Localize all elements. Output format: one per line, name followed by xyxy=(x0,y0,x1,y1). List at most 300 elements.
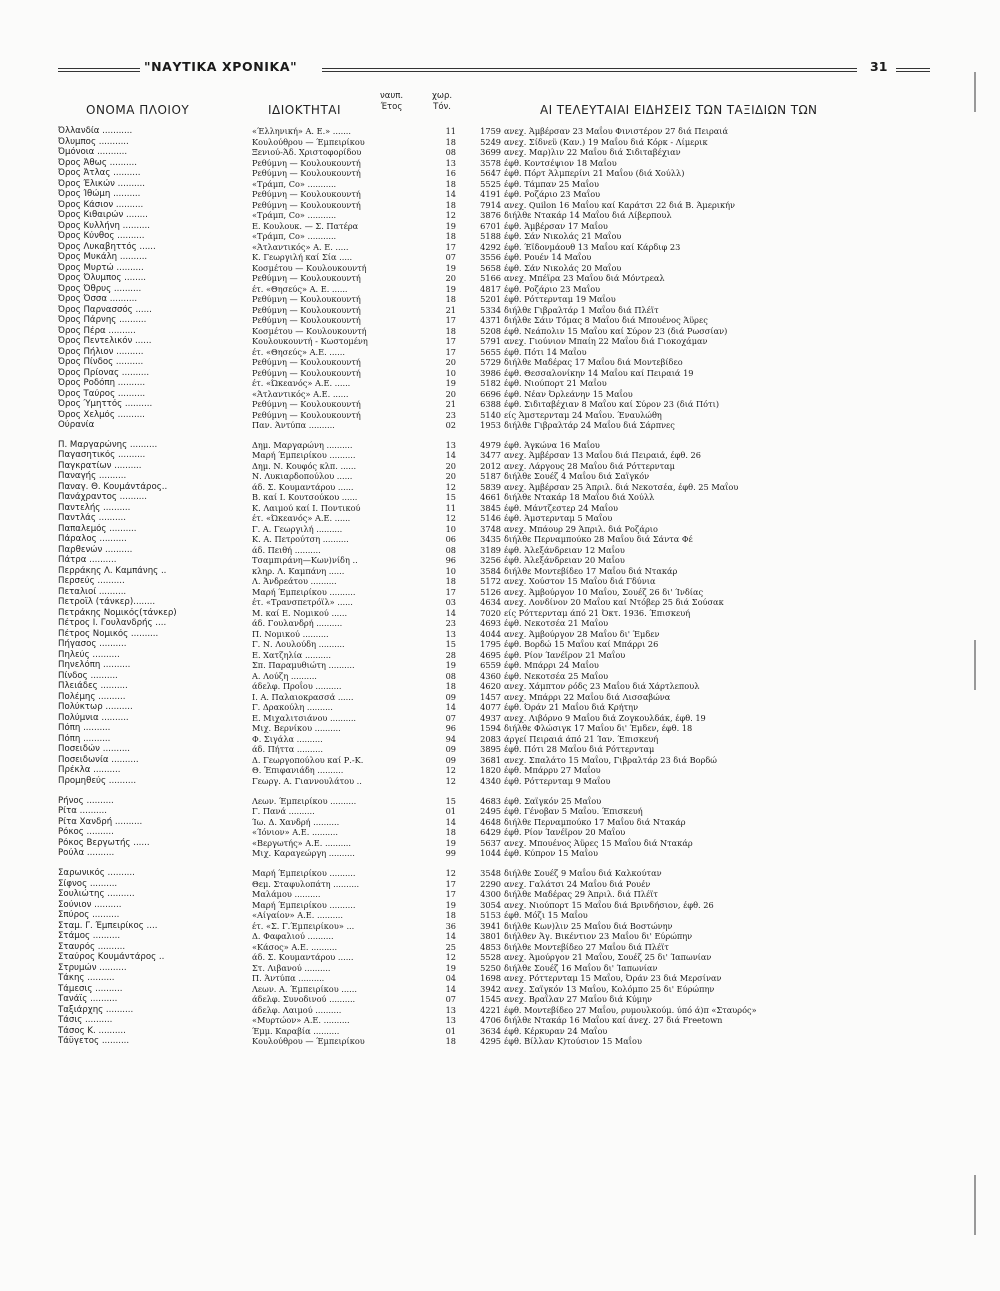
header-rule-middle xyxy=(322,68,857,72)
ship-name: Παγκρατίων .......... xyxy=(58,460,142,471)
ship-name: Ρούλα .......... xyxy=(58,848,115,859)
ship-owner: Δ. Γεωργοπούλου καί Ρ.-Κ. xyxy=(252,754,364,765)
ship-row xyxy=(58,618,968,629)
tonnage: 3435 xyxy=(480,534,501,545)
ship-row xyxy=(58,555,968,566)
ship-owner: «Τράμπ, Co» ........... xyxy=(252,231,337,241)
ship-owner: άδελφ. Λαιμού .......... xyxy=(252,1004,342,1015)
tonnage: 3941 xyxy=(480,920,501,931)
ship-row xyxy=(58,765,968,776)
ship-row xyxy=(58,1036,968,1047)
ship-name: Ποσειδών .......... xyxy=(58,744,131,755)
tonnage: 5187 xyxy=(480,471,501,482)
tonnage: 4683 xyxy=(480,795,501,806)
voyage-news: ανεχ. Άμβούργον 10 Μαΐου, Σουέζ 26 δι' Ίνδίας xyxy=(504,586,704,597)
build-year: 12 xyxy=(445,952,456,963)
ship-row xyxy=(58,305,968,316)
ship-row xyxy=(58,200,968,211)
build-year: 04 xyxy=(445,973,456,984)
build-year: 20 xyxy=(445,460,456,471)
voyage-news: έφθ. Νεκοτσέα 25 Μαΐου xyxy=(504,670,609,681)
ship-owner: έτ. «Θησεύς» Α.Ε. ...... xyxy=(252,346,345,357)
ship-row xyxy=(58,889,968,900)
ship-group xyxy=(58,868,968,1047)
ship-row xyxy=(58,921,968,932)
ship-name: Όρος Όλυμπος ........ xyxy=(58,273,147,283)
ship-row xyxy=(58,126,968,137)
build-year: 07 xyxy=(445,994,456,1005)
build-year: 19 xyxy=(445,262,456,273)
build-year: 10 xyxy=(445,565,456,576)
ship-name: Τάσις .......... xyxy=(58,1015,113,1026)
tonnage: 4706 xyxy=(480,1015,501,1026)
build-year: 08 xyxy=(445,544,456,555)
build-year: 06 xyxy=(445,534,456,545)
tonnage: 5647 xyxy=(480,168,501,178)
voyage-news: διήλθε Ντακάρ 16 Μαΐου καί άνεχ. 27 διά Freetown xyxy=(504,1015,723,1026)
build-year: 18 xyxy=(445,910,456,921)
build-year: 23 xyxy=(445,618,456,629)
tonnage: 4340 xyxy=(480,775,501,786)
ship-name: Ταξιάρχης .......... xyxy=(58,1004,134,1015)
ship-row xyxy=(58,482,968,493)
build-year: 18 xyxy=(445,1036,456,1047)
ship-owner: άδελφ. Προΐου .......... xyxy=(252,681,342,692)
build-year: 10 xyxy=(445,523,456,534)
voyage-news: έφθ. Όράν 21 Μαΐου διά Κρήτην xyxy=(504,702,639,713)
ship-row xyxy=(58,879,968,890)
ship-row xyxy=(58,692,968,703)
ship-owner: Ρεθύμνη — Κουλουκουντή xyxy=(252,357,361,367)
ship-owner: Μαρή Έμπειρίκου .......... xyxy=(252,450,356,461)
ship-name: Σταυρός .......... xyxy=(58,941,126,952)
tonnage: 1759 xyxy=(480,126,501,136)
tonnage: 4937 xyxy=(480,712,501,723)
voyage-news: έφθ. Άλεξάνδρειαν 12 Μαΐου xyxy=(504,544,625,555)
ship-owner: Ρεθύμνη — Κουλουκουντή xyxy=(252,399,361,409)
ship-owner: άδ. Πήττα .......... xyxy=(252,744,323,755)
tonnage: 3748 xyxy=(480,523,501,534)
voyage-news: έφθ. Πότι 14 Μαΐου xyxy=(504,346,587,357)
voyage-news: ανεχ. Βραΐλαν 27 Μαΐου διά Κύμην xyxy=(504,994,653,1005)
ship-owner: Μαρή Έμπειρίκου .......... xyxy=(252,899,356,910)
ship-name: Όρος Κύνθος .......... xyxy=(58,231,145,241)
ship-owner: Ρεθύμνη — Κουλουκουντή xyxy=(252,189,361,199)
build-year: 14 xyxy=(445,931,456,942)
ship-row xyxy=(58,420,968,431)
voyage-news: έφθ. Βίλλαν Κ)τούσιον 15 Μαΐου xyxy=(504,1036,642,1047)
ship-name: Όρος Κάσιον .......... xyxy=(58,199,144,210)
ship-owner: Κοσμέτου — Κουλουκουντή xyxy=(252,262,367,273)
build-year: 21 xyxy=(445,304,456,315)
voyage-news: διήλθε Φλώσιγκ 17 Μαΐου δι' Έμδεν, έφθ. 18 xyxy=(504,723,693,734)
ship-owner: «Άτλαντικός» Α.Ε. ...... xyxy=(252,388,349,399)
voyage-news: ανεχ. Μπουένος Άϋρες 15 Μαΐου διά Ντακάρ xyxy=(504,837,693,848)
ship-owner: Ρεθύμνη — Κουλουκουντή xyxy=(252,199,361,210)
build-year: 13 xyxy=(445,1004,456,1015)
ship-name: Πολύκτωρ .......... xyxy=(58,702,133,713)
tonnage: 5201 xyxy=(480,294,501,304)
ship-owner: «Μυρτώον» Α.Ε. .......... xyxy=(252,1015,350,1026)
tonnage: 4044 xyxy=(480,628,501,639)
voyage-news: έφθ. Σαϊγκόν 25 Μαΐου xyxy=(504,795,602,806)
build-year: 07 xyxy=(445,712,456,723)
ship-name: Περσεύς .......... xyxy=(58,576,125,587)
build-year: 17 xyxy=(445,241,456,252)
ship-name: Όρος Μυκάλη .......... xyxy=(58,252,148,262)
ship-owner: Ρεθύμνη — Κουλουκουντή xyxy=(252,294,361,304)
ship-name: Ποσειδωνία .......... xyxy=(58,754,139,765)
ship-owner: Μαρή Έμπειρίκου .......... xyxy=(252,868,356,879)
ship-row xyxy=(58,660,968,671)
ship-name: Παπαλεμός .......... xyxy=(58,523,137,534)
build-year: 17 xyxy=(445,336,456,346)
voyage-news: διήλθε Γιβραλτάρ 24 Μαΐου διά Σάρπνες xyxy=(504,420,675,430)
tonnage: 5637 xyxy=(480,837,501,848)
tonnage: 1545 xyxy=(480,994,501,1005)
ship-name: Τάϋγετος .......... xyxy=(58,1036,130,1047)
ship-ledger xyxy=(58,126,968,1047)
ship-row xyxy=(58,252,968,263)
tonnage: 2012 xyxy=(480,460,501,471)
tonnage: 4979 xyxy=(480,439,501,450)
ship-row xyxy=(58,410,968,421)
column-header-build-year-top: ναυπ. xyxy=(380,91,404,101)
ship-name: Όρος Όσσα .......... xyxy=(58,294,138,304)
voyage-news: διήλθεν Άγ. Βικέντιον 23 Μαΐου δι' Εύρώπην xyxy=(504,931,693,942)
build-year: 14 xyxy=(445,607,456,618)
ship-owner: Δ. Φαφαλιού .......... xyxy=(252,931,334,942)
voyage-news: έφθ. Πόρτ Άλμπερίνι 21 Μαΐου (διά Χούλλ) xyxy=(504,168,685,178)
ship-name: Στάμος .......... xyxy=(58,931,121,942)
column-header-tonnage xyxy=(432,91,452,113)
ship-owner: Ρεθύμνη — Κουλουκουντή xyxy=(252,168,361,178)
ship-row xyxy=(58,608,968,619)
ship-row xyxy=(58,242,968,253)
voyage-news: έφθ. Βορδώ 15 Μαΐου καί Μπάρρι 26 xyxy=(504,639,659,650)
build-year: 02 xyxy=(445,420,456,430)
ship-row xyxy=(58,755,968,766)
ship-row xyxy=(58,868,968,879)
ship-name: Παγασητικός .......... xyxy=(58,450,146,461)
ship-row xyxy=(58,284,968,295)
ship-name: Όρος Έλικών .......... xyxy=(58,178,145,189)
ship-name: Όρος Ροδόπη .......... xyxy=(58,378,146,388)
voyage-news: διήλθε Σουέζ 16 Μαΐου δι' Ίαπωνίαν xyxy=(504,962,658,973)
build-year: 23 xyxy=(445,409,456,420)
voyage-news: έφθ. Κέρκυραν 24 Μαΐου xyxy=(504,1025,608,1036)
ship-name: Παντελής .......... xyxy=(58,502,131,513)
ship-row xyxy=(58,817,968,828)
tonnage: 6696 xyxy=(480,388,501,399)
column-header-build-year xyxy=(380,91,403,113)
ship-owner: Λεων. Α. Έμπειρίκου ...... xyxy=(252,983,357,994)
tonnage: 5249 xyxy=(480,136,501,147)
tonnage: 3986 xyxy=(480,367,501,378)
ship-name: Όρος Ταύρος .......... xyxy=(58,388,146,399)
build-year: 14 xyxy=(445,189,456,199)
ship-row xyxy=(58,368,968,379)
voyage-news: ανεχ. Σίδνεϋ (Καν.) 19 Μαΐου διά Κόρκ - Λίμερικ xyxy=(504,136,708,147)
build-year: 16 xyxy=(445,168,456,178)
voyage-news: είς Ρόττερνταμ άπό 21 Όκτ. 1936. Έπισκευή xyxy=(504,607,691,618)
voyage-news: ανεχ. Άμβούργον 28 Μαΐου δι' Έμδεν xyxy=(504,628,660,639)
column-header-voyage-news: ΑΙ ΤΕΛΕΥΤΑΙΑΙ ΕΙΔΗΣΕΙΣ ΤΩΝ ΤΑΞΙΔΙΩΝ ΤΩΝ xyxy=(540,103,818,117)
tonnage: 5166 xyxy=(480,273,501,283)
voyage-news: ανεχ. Άμβέρσαν 25 Άπριλ. διά Νεκοτσέα, έφθ. 25 Μαΐου xyxy=(504,481,739,492)
voyage-news: ανεχ. Άμβέρσαν 23 Μαΐου Φινιστέρον 27 διά Πειραιά xyxy=(504,126,729,136)
ship-row xyxy=(58,973,968,984)
build-year: 08 xyxy=(445,670,456,681)
voyage-news: ανεχ. Χάμπτον ρόδς 23 Μαΐου διά Χάρτλεπουλ xyxy=(504,681,700,692)
voyage-news: ανεχ. Λιβόρνο 9 Μαΐου διά Ζογκουλδάκ, έφθ. 19 xyxy=(504,712,706,723)
tonnage: 7914 xyxy=(480,199,501,210)
tonnage: 4371 xyxy=(480,315,501,325)
ship-name: Πέτρος Νομικός .......... xyxy=(58,628,159,639)
tonnage: 3634 xyxy=(480,1025,501,1036)
voyage-news: άργεί Πειραιά άπό 21 Ίαν. Έπισκευή xyxy=(504,733,659,744)
ship-owner: Κ. Α. Πετρούτση .......... xyxy=(252,534,349,545)
journal-title: "ΝΑΥΤΙΚΑ ΧΡΟΝΙΚΑ" xyxy=(144,59,298,74)
ship-name: Όμόνοια ........... xyxy=(58,147,128,157)
voyage-news: διήλθε Σουέζ 4 Μαΐου διά Σαϊγκόν xyxy=(504,471,650,482)
voyage-news: ανεχ. Quilon 16 Μαΐου καί Καράτσι 22 διά Β. Άμερικήν xyxy=(504,199,735,210)
ship-name: Σουλιώτης .......... xyxy=(58,889,135,900)
ship-name: Σπύρος .......... xyxy=(58,910,120,921)
ship-row xyxy=(58,471,968,482)
tonnage: 3556 xyxy=(480,252,501,262)
ship-row xyxy=(58,221,968,232)
build-year: 19 xyxy=(445,378,456,388)
tonnage: 5658 xyxy=(480,262,501,273)
build-year: 01 xyxy=(445,806,456,817)
build-year: 99 xyxy=(445,848,456,859)
ship-owner: Π. Νομικού .......... xyxy=(252,628,329,639)
ship-name: Παντλάς .......... xyxy=(58,513,126,524)
tonnage: 5188 xyxy=(480,231,501,241)
voyage-news: έφθ. Σάν Νικολάς 21 Μαΐου xyxy=(504,231,622,241)
voyage-news: ανεχ. Γαλάτσι 24 Μαΐου διά Ρουέν xyxy=(504,878,651,889)
build-year: 11 xyxy=(445,502,456,513)
ship-row xyxy=(58,744,968,755)
voyage-news: διήλθε Μοντεβίδεο 27 Μαΐου διά Πλέϊτ xyxy=(504,941,669,952)
voyage-news: διήλθε Μαδέρας 29 Άπριλ. διά Πλέϊτ xyxy=(504,889,658,900)
build-year: 08 xyxy=(445,147,456,157)
ship-row xyxy=(58,399,968,410)
ship-name: Τάσος Κ. .......... xyxy=(58,1025,126,1036)
tonnage: 3189 xyxy=(480,544,501,555)
ship-row xyxy=(58,931,968,942)
ship-name: Πέτρος Ι. Γουλανδρής .... xyxy=(58,618,167,629)
ship-name: Πάτρα .......... xyxy=(58,555,117,566)
ship-row xyxy=(58,576,968,587)
ship-owner: Κουλουκουντή - Κωστομένη xyxy=(252,336,368,346)
tonnage: 4077 xyxy=(480,702,501,713)
tonnage: 4853 xyxy=(480,941,501,952)
voyage-news: έφθ. Μπάρρι 24 Μαΐου xyxy=(504,660,599,671)
tonnage: 1044 xyxy=(480,848,501,859)
voyage-news: έφθ. Άμστερνταμ 5 Μαΐου xyxy=(504,513,613,524)
ship-row xyxy=(58,566,968,577)
ship-owner: «Τράμπ, Co» ........... xyxy=(252,210,337,220)
tonnage: 1820 xyxy=(480,765,501,776)
build-year: 20 xyxy=(445,471,456,482)
ship-row xyxy=(58,1005,968,1016)
build-year: 28 xyxy=(445,649,456,660)
build-year: 94 xyxy=(445,733,456,744)
voyage-news: ανεχ. Άμούργον 21 Μαΐου, Σουέζ 25 δι' Ίαπωνίαν xyxy=(504,952,712,963)
build-year: 18 xyxy=(445,199,456,210)
tonnage: 4817 xyxy=(480,283,501,294)
build-year: 20 xyxy=(445,357,456,367)
build-year: 12 xyxy=(445,481,456,492)
ship-owner: Γεωργ. Α. Γιαννουλάτου .. xyxy=(252,775,362,786)
voyage-news: έφθ. Νέαν Όρλεάνην 15 Μαΐου xyxy=(504,388,633,399)
ship-owner: Μαλάμου .......... xyxy=(252,889,321,900)
voyage-news: έφθ. Νιούπορτ 21 Μαΐου xyxy=(504,378,607,388)
ship-name: Σούνιον .......... xyxy=(58,899,122,910)
voyage-news: ανεχ. Γιούνιον Μπαίη 22 Μαΐου διά Γιοκοχάμαν xyxy=(504,336,708,346)
tonnage: 3054 xyxy=(480,899,501,910)
ship-name: Όλλανδία ........... xyxy=(58,126,133,136)
ship-name: Ρόκος Βεργωτής ...... xyxy=(58,837,150,848)
tonnage: 3584 xyxy=(480,565,501,576)
voyage-news: διήλθε Σουέζ 9 Μαΐου διά Καλκούταν xyxy=(504,868,662,879)
ship-owner: «Βεργωτής» Α.Ε. .......... xyxy=(252,837,352,848)
build-year: 09 xyxy=(445,744,456,755)
ship-row xyxy=(58,639,968,650)
ship-name: Σαρωνικός .......... xyxy=(58,868,135,879)
ship-owner: Ρεθύμνη — Κουλουκουντή xyxy=(252,157,361,168)
tonnage: 5208 xyxy=(480,325,501,336)
ship-name: Προμηθεύς .......... xyxy=(58,775,137,786)
ship-owner: έτ. «Ώκεανός» Α.Ε. ...... xyxy=(252,513,351,524)
ship-owner: άδ. Σ. Κουμαντάρου ...... xyxy=(252,481,354,492)
ship-row xyxy=(58,1015,968,1026)
build-year: 09 xyxy=(445,754,456,765)
build-year: 13 xyxy=(445,628,456,639)
voyage-news: διήλθε Ντακάρ 18 Μαΐου διά Χούλλ xyxy=(504,492,655,503)
header-rule-left xyxy=(58,68,140,72)
ship-name: Όρος Μυρτώ .......... xyxy=(58,262,144,273)
build-year: 18 xyxy=(445,231,456,241)
tonnage: 2495 xyxy=(480,806,501,817)
tonnage: 3256 xyxy=(480,555,501,566)
tonnage: 5172 xyxy=(480,576,501,587)
tonnage: 4620 xyxy=(480,681,501,692)
ship-name: Πλειάδες .......... xyxy=(58,681,128,692)
ship-owner: Λ. Άνδρεάτου .......... xyxy=(252,576,337,587)
ship-row xyxy=(58,534,968,545)
tonnage: 3699 xyxy=(480,147,501,157)
voyage-news: έφθ. Ρίον Ίανέϊρον 21 Μαΐου xyxy=(504,649,626,660)
ship-owner: Α. Λούζη .......... xyxy=(252,670,317,681)
voyage-news: έφθ. Άγκώνα 16 Μαΐου xyxy=(504,439,600,450)
tonnage: 5153 xyxy=(480,910,501,921)
ship-owner: κληρ. Λ. Καμπάνη ...... xyxy=(252,565,345,576)
ship-owner: άδ. Γουλανδρή .......... xyxy=(252,618,343,629)
voyage-news: έφθ. Σιδιταβέχιαν 8 Μαΐου καί Σύρον 23 (διά Πότι) xyxy=(504,399,720,409)
tonnage: 1953 xyxy=(480,420,501,430)
ship-row xyxy=(58,263,968,274)
tonnage: 5126 xyxy=(480,586,501,597)
ship-owner: Μ. καί Ε. Νομικού ...... xyxy=(252,607,348,618)
ship-row xyxy=(58,189,968,200)
tonnage: 1698 xyxy=(480,973,501,984)
build-year: 12 xyxy=(445,513,456,524)
build-year: 19 xyxy=(445,660,456,671)
scan-edge-mark xyxy=(974,640,976,690)
ship-owner: έτ. «Θησεύς» Α. Ε. ...... xyxy=(252,283,348,294)
ship-owner: Δημ. Ν. Κουφός κλπ. ...... xyxy=(252,460,357,471)
ship-name: Πρέκλα .......... xyxy=(58,765,121,776)
ship-row xyxy=(58,910,968,921)
tonnage: 5791 xyxy=(480,336,501,346)
ship-owner: Κ. Λαιμού καί Ι. Ποντικού xyxy=(252,502,361,513)
build-year: 25 xyxy=(445,941,456,952)
tonnage: 4221 xyxy=(480,1004,501,1015)
ship-name: Π. Μαργαρώνης .......... xyxy=(58,439,158,450)
build-year: 15 xyxy=(445,639,456,650)
ship-owner: Κοσμέτου — Κουλουκουντή xyxy=(252,325,367,336)
ship-row xyxy=(58,315,968,326)
voyage-news: ανεχ. Ρόττερνταμ 15 Μαΐου, Όράν 23 διά Μερσίναν xyxy=(504,973,722,984)
build-year: 18 xyxy=(445,136,456,147)
tonnage: 4292 xyxy=(480,241,501,252)
ship-name: Όρος Ύμηττός .......... xyxy=(58,399,153,409)
build-year: 14 xyxy=(445,983,456,994)
build-year: 13 xyxy=(445,439,456,450)
ship-owner: Σπ. Παραμυθιώτη .......... xyxy=(252,660,355,671)
ship-owner: άδ. Σ. Κουμαντάρου ...... xyxy=(252,952,354,963)
ship-row xyxy=(58,848,968,859)
voyage-news: έφθ. Θεσσαλονίκην 14 Μαΐου καί Πειραιά 19 xyxy=(504,367,694,378)
ship-name: Πετράκης Νομικός(τάνκερ) xyxy=(58,607,177,618)
ship-name: Πίνδος .......... xyxy=(58,670,118,681)
voyage-news: διήλθε Κων)λιν 25 Μαΐου διά Βοστώνην xyxy=(504,920,673,931)
ship-name: Όρος Πέρα .......... xyxy=(58,325,136,336)
ship-name: Όρος Λυκαβηττός ...... xyxy=(58,241,156,252)
voyage-news: έφθ. Άμβέρσαν 17 Μαΐου xyxy=(504,220,608,231)
tonnage: 3681 xyxy=(480,754,501,765)
ship-owner: Ε. Μιχαλιτσιάνου .......... xyxy=(252,712,357,723)
ship-row xyxy=(58,294,968,305)
ship-name: Ρήνος .......... xyxy=(58,795,114,806)
voyage-news: έφθ. Ρόττερνταμ 9 Μαΐου xyxy=(504,775,611,786)
tonnage: 1457 xyxy=(480,691,501,702)
ship-name: Σταύρος Κουμάντάρος .. xyxy=(58,952,165,963)
ship-row xyxy=(58,671,968,682)
tonnage: 6429 xyxy=(480,827,501,838)
ship-row xyxy=(58,587,968,598)
ship-owner: Κ. Γεωργιλή καί Σία ..... xyxy=(252,252,353,262)
voyage-news: έφθ. Κύπρον 15 Μαΐου xyxy=(504,848,598,859)
ship-row xyxy=(58,524,968,535)
voyage-news: διήλθε Γιβραλτάρ 1 Μαΐου διά Πλέϊτ xyxy=(504,304,659,315)
tonnage: 4634 xyxy=(480,597,501,608)
ship-row xyxy=(58,723,968,734)
voyage-news: έφθ. Ρουέν 14 Μαΐου xyxy=(504,252,592,262)
ship-row xyxy=(58,702,968,713)
ship-owner: Ε. Χατζηλία .......... xyxy=(252,649,331,660)
voyage-news: ανεχ. Μπάουρ 29 Άπριλ. διά Ροζάριο xyxy=(504,523,658,534)
ship-name: Πανάχραντος .......... xyxy=(58,492,148,503)
ship-name: Όρος Χελμός .......... xyxy=(58,409,145,420)
ship-row xyxy=(58,776,968,787)
build-year: 10 xyxy=(445,367,456,378)
ship-name: Όρος Πάρνης .......... xyxy=(58,315,147,325)
ship-row xyxy=(58,231,968,242)
